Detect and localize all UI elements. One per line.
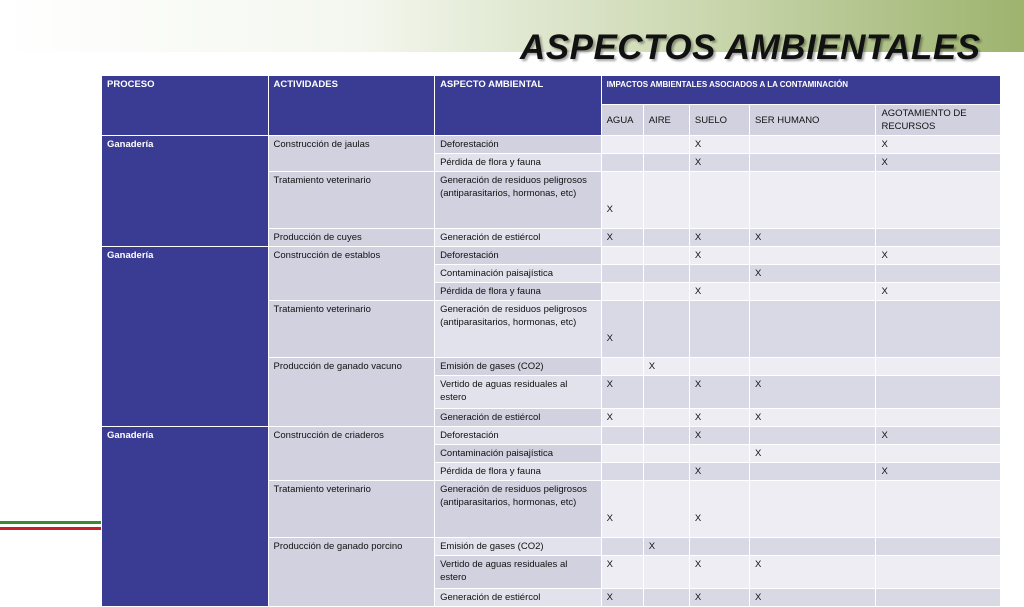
slide-title: ASPECTOS AMBIENTALES: [520, 28, 981, 67]
mark-agua: [601, 538, 643, 556]
mark-suelo: X: [689, 463, 749, 481]
activity-cell: Tratamiento veterinario: [268, 301, 435, 358]
aspect-cell: Generación de estiércol: [435, 229, 602, 247]
mark-agua: [601, 247, 643, 265]
aspect-cell: Deforestación: [435, 427, 602, 445]
mark-suelo: X: [689, 589, 749, 607]
mark-ser-humano: [750, 136, 876, 154]
header-impactos: IMPACTOS AMBIENTALES ASOCIADOS A LA CONTAMINACIÓN: [601, 76, 1000, 105]
mark-agotamiento: [876, 445, 1001, 463]
aspect-cell: Deforestación: [435, 136, 602, 154]
mark-agua: [601, 154, 643, 172]
mark-suelo: X: [689, 247, 749, 265]
mark-agotamiento: X: [876, 463, 1001, 481]
mark-agotamiento: X: [876, 154, 1001, 172]
mark-aire: X: [643, 358, 689, 376]
mark-suelo: X: [689, 376, 749, 409]
mark-suelo: X: [689, 283, 749, 301]
aspect-cell: Pérdida de flora y fauna: [435, 283, 602, 301]
activity-cell: Producción de ganado vacuno: [268, 358, 435, 427]
header-proceso: PROCESO: [102, 76, 269, 136]
aspect-cell: Generación de residuos peligrosos (antiparasitarios, hormonas, etc): [435, 301, 602, 358]
mark-suelo: X: [689, 136, 749, 154]
mark-ser-humano: [750, 172, 876, 229]
mark-suelo: [689, 172, 749, 229]
aspect-cell: Contaminación paisajística: [435, 265, 602, 283]
aspect-cell: Vertido de aguas residuales al estero: [435, 556, 602, 589]
aspect-cell: Generación de residuos peligrosos (antiparasitarios, hormonas, etc): [435, 172, 602, 229]
header-aspecto-ambiental: ASPECTO AMBIENTAL: [435, 76, 602, 136]
activity-cell: Construcción de criaderos: [268, 427, 435, 481]
mark-agotamiento: X: [876, 283, 1001, 301]
mark-ser-humano: [750, 283, 876, 301]
aspect-cell: Contaminación paisajística: [435, 445, 602, 463]
mark-aire: [643, 136, 689, 154]
mark-agua: [601, 265, 643, 283]
mark-ser-humano: X: [750, 445, 876, 463]
mark-aire: [643, 427, 689, 445]
header-suelo: SUELO: [689, 105, 749, 136]
mark-ser-humano: X: [750, 589, 876, 607]
mark-ser-humano: X: [750, 409, 876, 427]
mark-suelo: X: [689, 154, 749, 172]
mark-aire: [643, 265, 689, 283]
table-row: [102, 136, 1001, 154]
mark-suelo: X: [689, 481, 749, 538]
header-ser-humano: SER HUMANO: [750, 105, 876, 136]
header-actividades: ACTIVIDADES: [268, 76, 435, 136]
mark-aire: [643, 154, 689, 172]
flag-stripes: [0, 521, 103, 533]
mark-aire: [643, 247, 689, 265]
mark-aire: [643, 172, 689, 229]
mark-agotamiento: [876, 229, 1001, 247]
mark-suelo: [689, 301, 749, 358]
process-cell: Ganadería: [102, 427, 269, 607]
mark-aire: [643, 589, 689, 607]
mark-agua: [601, 427, 643, 445]
mark-agua: [601, 445, 643, 463]
header-agua: AGUA: [601, 105, 643, 136]
mark-aire: [643, 229, 689, 247]
mark-aire: [643, 376, 689, 409]
activity-cell: Tratamiento veterinario: [268, 481, 435, 538]
mark-aire: X: [643, 538, 689, 556]
mark-agotamiento: [876, 538, 1001, 556]
mark-suelo: X: [689, 556, 749, 589]
mark-agotamiento: X: [876, 427, 1001, 445]
mark-agua: X: [601, 409, 643, 427]
table-row: [102, 427, 1001, 445]
mark-ser-humano: [750, 481, 876, 538]
mark-suelo: X: [689, 229, 749, 247]
mark-suelo: [689, 358, 749, 376]
mark-agua: X: [601, 376, 643, 409]
activity-cell: Tratamiento veterinario: [268, 172, 435, 229]
mark-aire: [643, 445, 689, 463]
mark-ser-humano: [750, 463, 876, 481]
mark-ser-humano: [750, 358, 876, 376]
mark-ser-humano: [750, 427, 876, 445]
activity-cell: Producción de cuyes: [268, 229, 435, 247]
mark-agotamiento: X: [876, 136, 1001, 154]
mark-suelo: [689, 265, 749, 283]
mark-ser-humano: [750, 154, 876, 172]
mark-agotamiento: [876, 409, 1001, 427]
mark-agotamiento: [876, 358, 1001, 376]
mark-ser-humano: X: [750, 265, 876, 283]
mark-aire: [643, 481, 689, 538]
mark-agua: X: [601, 301, 643, 358]
header-aire: AIRE: [643, 105, 689, 136]
mark-agotamiento: [876, 265, 1001, 283]
mark-agua: [601, 463, 643, 481]
mark-agotamiento: [876, 376, 1001, 409]
mark-aire: [643, 301, 689, 358]
mark-ser-humano: X: [750, 376, 876, 409]
mark-aire: [643, 463, 689, 481]
activity-cell: Construcción de jaulas: [268, 136, 435, 172]
aspect-cell: Deforestación: [435, 247, 602, 265]
mark-suelo: X: [689, 427, 749, 445]
mark-agua: X: [601, 172, 643, 229]
mark-ser-humano: [750, 538, 876, 556]
aspect-cell: Generación de estiércol: [435, 589, 602, 607]
mark-agua: X: [601, 229, 643, 247]
mark-agua: [601, 358, 643, 376]
mark-suelo: [689, 445, 749, 463]
mark-aire: [643, 283, 689, 301]
header-agotamiento: AGOTAMIENTO DE RECURSOS: [876, 105, 1001, 136]
mark-agua: [601, 283, 643, 301]
mark-agua: X: [601, 556, 643, 589]
mark-ser-humano: [750, 301, 876, 358]
mark-suelo: [689, 538, 749, 556]
aspect-cell: Emisión de gases (CO2): [435, 538, 602, 556]
activity-cell: Producción de ganado porcino: [268, 538, 435, 607]
aspect-cell: Generación de estiércol: [435, 409, 602, 427]
environmental-aspects-table: [101, 75, 1001, 607]
process-cell: Ganadería: [102, 136, 269, 247]
mark-agotamiento: [876, 589, 1001, 607]
mark-agotamiento: X: [876, 247, 1001, 265]
mark-agua: X: [601, 589, 643, 607]
mark-agotamiento: [876, 172, 1001, 229]
mark-aire: [643, 556, 689, 589]
aspect-cell: Pérdida de flora y fauna: [435, 154, 602, 172]
mark-ser-humano: X: [750, 556, 876, 589]
mark-ser-humano: X: [750, 229, 876, 247]
mark-agotamiento: [876, 481, 1001, 538]
process-cell: Ganadería: [102, 247, 269, 427]
mark-agua: X: [601, 481, 643, 538]
mark-agua: [601, 136, 643, 154]
aspect-cell: Generación de residuos peligrosos (antiparasitarios, hormonas, etc): [435, 481, 602, 538]
aspect-cell: Emisión de gases (CO2): [435, 358, 602, 376]
mark-suelo: X: [689, 409, 749, 427]
mark-agotamiento: [876, 556, 1001, 589]
mark-ser-humano: [750, 247, 876, 265]
aspect-cell: Vertido de aguas residuales al estero: [435, 376, 602, 409]
mark-agotamiento: [876, 301, 1001, 358]
aspect-cell: Pérdida de flora y fauna: [435, 463, 602, 481]
activity-cell: Construcción de establos: [268, 247, 435, 301]
table-row: [102, 247, 1001, 265]
mark-aire: [643, 409, 689, 427]
